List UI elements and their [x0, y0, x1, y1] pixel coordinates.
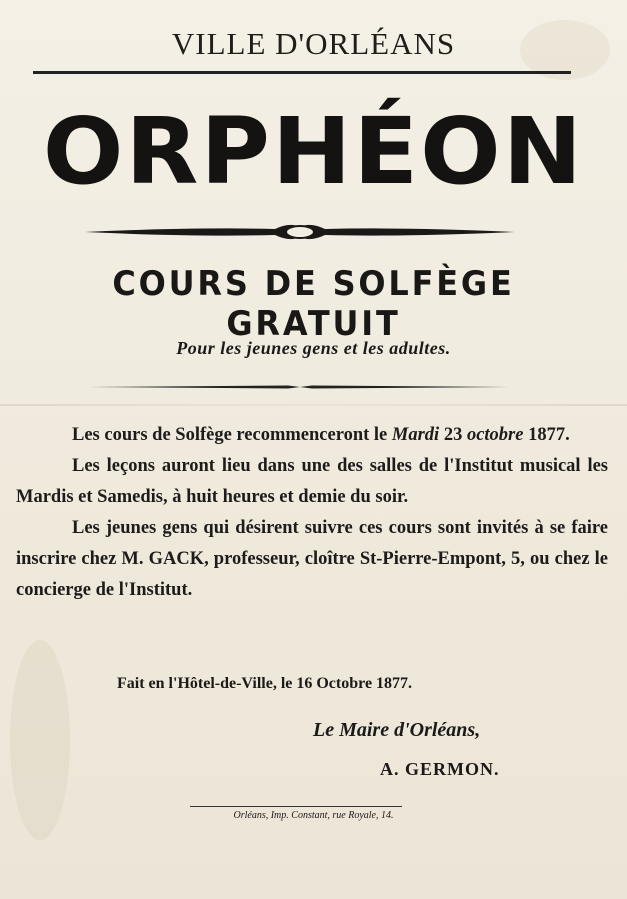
mayor-title: Le Maire d'Orléans, [313, 719, 481, 741]
imprint-rule [190, 806, 402, 807]
middle-rule [88, 384, 512, 390]
paragraph-3: Les jeunes gens qui désirent suivre ces cours sont invités à se faire inscrire chez M. GACK, professeur, cloître St-Pierre-Empont, 5, ou chez le concierge de l'Institut. [16, 518, 608, 600]
top-rule [33, 71, 571, 74]
paragraph-1: Les cours de Solfège recommenceront le Mardi 23 octobre 1877. [72, 425, 570, 445]
city-header: VILLE D'ORLÉANS [171, 26, 456, 61]
paragraph-2: Les leçons auront lieu dans une des salles de l'Institut musical les Mardis et Samedis, à huit heures et demie du soir. [16, 456, 608, 507]
signatory: A. GERMON. [380, 759, 500, 779]
printer-imprint: Orléans, Imp. Constant, rue Royale, 14. [233, 810, 394, 821]
tagline: Pour les jeunes gens et les adultes. [176, 338, 451, 358]
poster-title: ORPHÉON [42, 98, 585, 205]
announcement-body [16, 420, 608, 606]
poster-subtitle: COURS DE SOLFÈGE GRATUIT [112, 264, 515, 344]
ornament-divider [85, 218, 515, 246]
place-date: Fait en l'Hôtel-de-Ville, le 16 Octobre 1877. [117, 675, 413, 692]
paper-fold [0, 404, 627, 406]
